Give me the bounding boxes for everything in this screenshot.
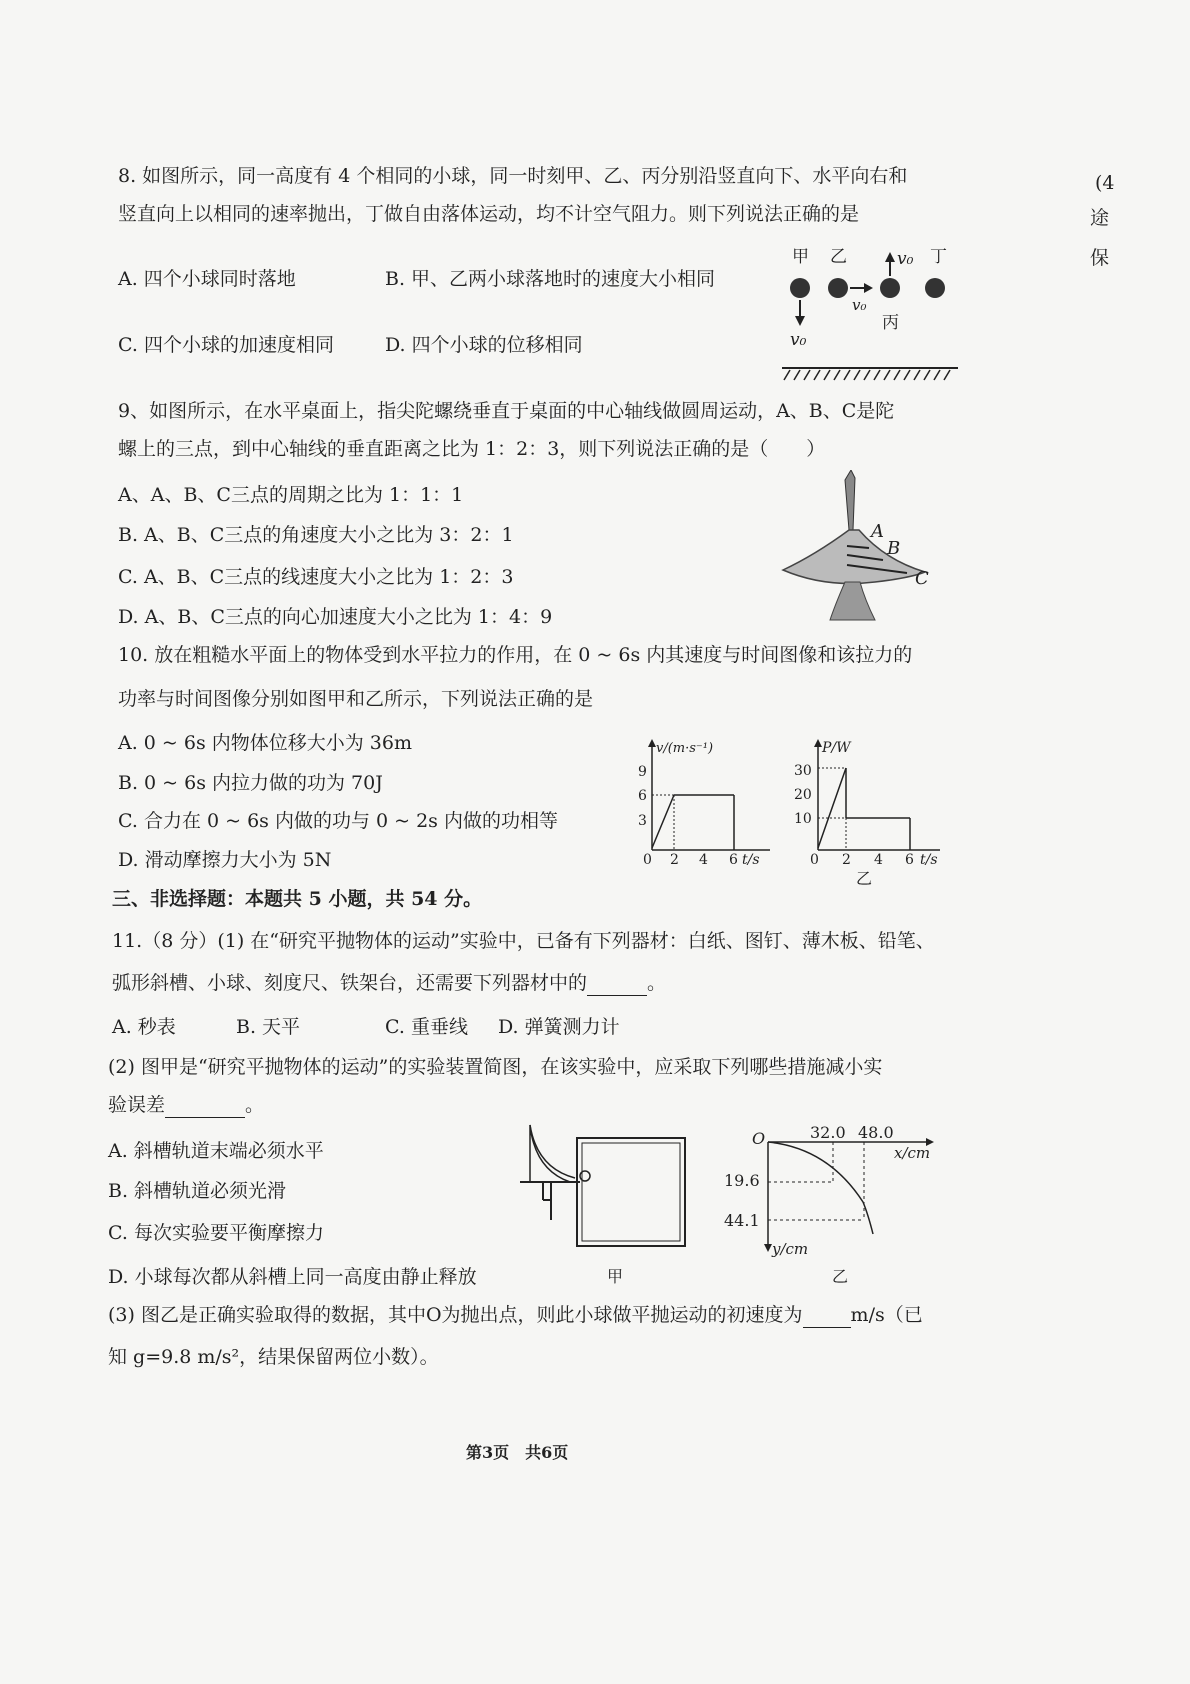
q10-velocity-graph bbox=[630, 738, 780, 868]
q11-p3-line1-text: (3) 图乙是正确实验取得的数据，其中O为抛出点，则此小球做平抛运动的初速度为 bbox=[108, 1304, 803, 1326]
label-ding: 丁 bbox=[930, 247, 947, 267]
spinner-label-a: A bbox=[871, 521, 884, 542]
label-jia: 甲 bbox=[792, 247, 809, 267]
graph-ylabel: y/cm bbox=[772, 1240, 809, 1258]
label-yi: 乙 bbox=[830, 247, 847, 267]
q9-stem-line2: 螺上的三点，到中心轴线的垂直距离之比为 1：2：3，则下列说法正确的是（ ） bbox=[118, 438, 826, 460]
q11-p2-line2-text: 验误差 bbox=[108, 1094, 166, 1116]
spinner-label-b: B bbox=[887, 538, 901, 559]
v0-bing: v₀ bbox=[897, 249, 914, 269]
q8-stem-line2: 竖直向上以相同的速率抛出，丁做自由落体运动，均不计空气阻力。则下列说法正确的是 bbox=[118, 203, 860, 225]
q11-p3-line2: 知 g=9.8 m/s²，结果保留两位小数）。 bbox=[108, 1346, 439, 1368]
label-bing: 丙 bbox=[882, 313, 899, 333]
p-xtick-2: 2 bbox=[842, 852, 851, 868]
margin-fragment-1: (4 bbox=[1095, 172, 1115, 194]
q9-option-a: A、A、B、C三点的周期之比为 1：1：1 bbox=[118, 484, 464, 506]
p-xtick-6: 6 bbox=[905, 852, 914, 868]
q10-option-d: D. 滑动摩擦力大小为 5N bbox=[118, 849, 332, 871]
q8-option-b: B. 甲、乙两小球落地时的速度大小相同 bbox=[385, 268, 716, 290]
q11-p2-option-c: C. 每次实验要平衡摩擦力 bbox=[108, 1222, 324, 1244]
q10-option-b: B. 0 ~ 6s 内拉力做的功为 70J bbox=[118, 772, 383, 794]
v0-jia: v₀ bbox=[790, 330, 807, 350]
q10-power-graph bbox=[790, 738, 950, 888]
q11-p3-line1 bbox=[108, 1302, 923, 1328]
q11-p2-option-d: D. 小球每次都从斜槽上同一高度由静止释放 bbox=[108, 1266, 477, 1288]
graph-x1: 32.0 bbox=[810, 1123, 846, 1142]
v-xtick-0: 0 bbox=[643, 852, 652, 868]
q11-p1-line2 bbox=[112, 970, 666, 996]
section3-heading: 三、非选择题：本题共 5 小题，共 54 分。 bbox=[112, 888, 483, 910]
q11-p1-end: 。 bbox=[647, 972, 667, 994]
q10-stem-line2: 功率与时间图像分别如图甲和乙所示，下列说法正确的是 bbox=[118, 688, 594, 710]
page-footer: 第3页 共6页 bbox=[466, 1443, 569, 1462]
q9-option-b: B. A、B、C三点的角速度大小之比为 3：2：1 bbox=[118, 524, 514, 546]
trajectory-caption: 乙 bbox=[832, 1267, 849, 1286]
p-graph-xlabel: t/s bbox=[920, 852, 938, 868]
spinner-label-c: C bbox=[915, 568, 929, 589]
v-graph-ylabel: v/(m·s⁻¹) bbox=[656, 741, 714, 756]
q11-trajectory-graph bbox=[718, 1122, 948, 1292]
q11-p3-unit: m/s（已 bbox=[850, 1304, 923, 1326]
q11-p2-line2 bbox=[108, 1092, 264, 1118]
v-tick-6: 6 bbox=[638, 788, 647, 804]
q9-option-d: D. A、B、C三点的向心加速度大小之比为 1：4：9 bbox=[118, 606, 553, 628]
q11-p1-line2-text: 弧形斜槽、小球、刻度尺、铁架台，还需要下列器材中的 bbox=[112, 972, 588, 994]
v-tick-3: 3 bbox=[638, 813, 647, 829]
q11-p1-option-a: A. 秒表 bbox=[112, 1016, 176, 1038]
q10-option-a: A. 0 ~ 6s 内物体位移大小为 36m bbox=[118, 732, 412, 754]
v-xtick-6: 6 bbox=[729, 852, 738, 868]
q9-spinner-figure bbox=[775, 470, 955, 635]
graph-xlabel: x/cm bbox=[894, 1144, 931, 1162]
graph-origin: O bbox=[752, 1129, 766, 1148]
q11-apparatus-figure bbox=[515, 1120, 695, 1290]
ball-jia bbox=[790, 278, 810, 298]
p-tick-10: 10 bbox=[794, 811, 812, 827]
apparatus-caption: 甲 bbox=[607, 1267, 624, 1286]
graph-x2: 48.0 bbox=[858, 1123, 894, 1142]
q11-p1-option-c: C. 重垂线 bbox=[385, 1016, 468, 1038]
graph-y2: 44.1 bbox=[724, 1211, 760, 1230]
p-xtick-0: 0 bbox=[810, 852, 819, 868]
p-xtick-4: 4 bbox=[874, 852, 883, 868]
q8-option-c: C. 四个小球的加速度相同 bbox=[118, 334, 334, 356]
p-tick-20: 20 bbox=[794, 787, 812, 803]
ball-bing bbox=[880, 278, 900, 298]
margin-fragment-2: 途 bbox=[1090, 207, 1110, 229]
q11-p2-end: 。 bbox=[245, 1094, 265, 1116]
q11-p1-option-b: B. 天平 bbox=[236, 1016, 301, 1038]
margin-fragment-3: 保 bbox=[1090, 247, 1110, 269]
q11-p2-option-b: B. 斜槽轨道必须光滑 bbox=[108, 1180, 287, 1202]
q8-stem-line1: 8. 如图所示，同一高度有 4 个相同的小球，同一时刻甲、乙、丙分别沿竖直向下、水平向右和 bbox=[118, 165, 908, 187]
p-graph-ylabel: P/W bbox=[822, 740, 851, 756]
ball-yi bbox=[828, 278, 848, 298]
p-graph-caption: 乙 bbox=[856, 869, 873, 888]
q11-p2-line1: (2) 图甲是“研究平抛物体的运动”的实验装置简图，在该实验中，应采取下列哪些措施减小实 bbox=[108, 1056, 883, 1078]
q11-p2-answer-blank[interactable] bbox=[165, 1099, 245, 1118]
q11-p1-option-d: D. 弹簧测力计 bbox=[498, 1016, 620, 1038]
q11-p1-answer-blank[interactable] bbox=[587, 977, 647, 996]
q9-option-c: C. A、B、C三点的线速度大小之比为 1：2：3 bbox=[118, 566, 514, 588]
q11-p1-line1: 11.（8 分）(1) 在“研究平抛物体的运动”实验中，已备有下列器材：白纸、图钉、薄木板、铅笔、 bbox=[112, 930, 935, 952]
q9-stem-line1: 9、如图所示，在水平桌面上，指尖陀螺绕垂直于桌面的中心轴线做圆周运动，A、B、C是陀 bbox=[118, 400, 895, 422]
v0-yi: v₀ bbox=[852, 296, 867, 314]
graph-y1: 19.6 bbox=[724, 1171, 760, 1190]
v-xtick-4: 4 bbox=[699, 852, 708, 868]
v-graph-xlabel: t/s bbox=[742, 852, 760, 868]
v-xtick-2: 2 bbox=[670, 852, 679, 868]
q8-option-a: A. 四个小球同时落地 bbox=[118, 268, 296, 290]
q8-balls-figure bbox=[770, 240, 970, 385]
q10-stem-line1: 10. 放在粗糙水平面上的物体受到水平拉力的作用，在 0 ~ 6s 内其速度与时间图像和该拉力的 bbox=[118, 644, 913, 666]
q11-p3-answer-blank[interactable] bbox=[803, 1309, 851, 1328]
q11-p2-option-a: A. 斜槽轨道末端必须水平 bbox=[108, 1140, 324, 1162]
q8-option-d: D. 四个小球的位移相同 bbox=[385, 334, 583, 356]
q10-option-c: C. 合力在 0 ~ 6s 内做的功与 0 ~ 2s 内做的功相等 bbox=[118, 810, 558, 832]
p-tick-30: 30 bbox=[794, 763, 812, 779]
ball-ding bbox=[925, 278, 945, 298]
v-tick-9: 9 bbox=[638, 764, 647, 780]
